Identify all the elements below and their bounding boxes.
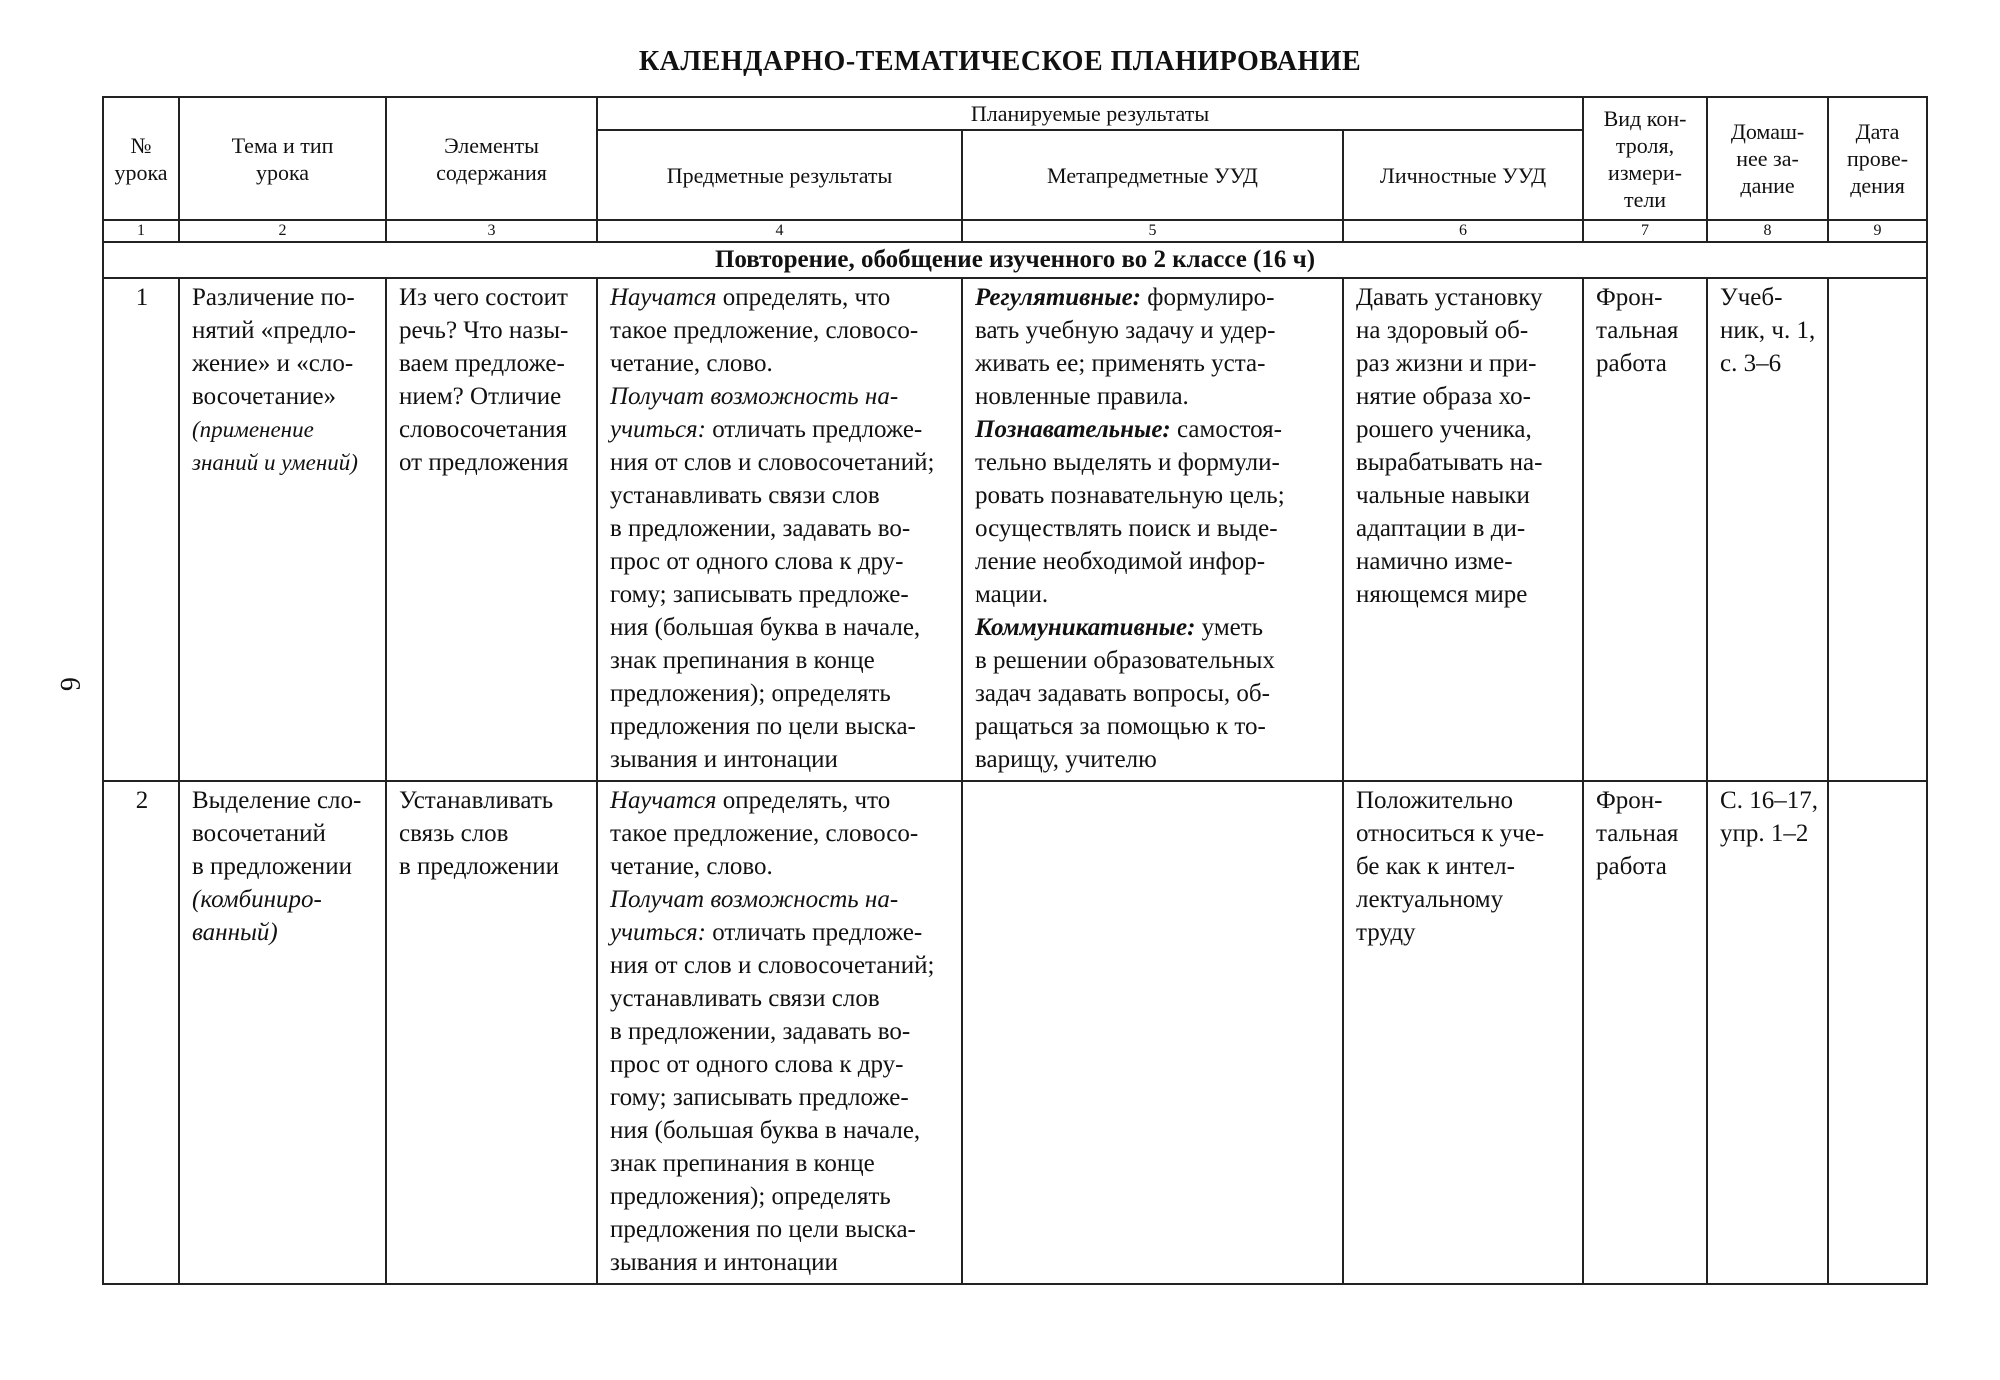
lesson-content: Из чего состоит речь? Что назы- ваем предложе- нием? Отличие словосочетания от предложения [386,278,597,781]
lesson-date [1828,781,1927,1284]
subject-results: Научатся определять, что такое предложение, словосо- четание, слово. Получат возможность на- учиться: отличать предложе- ния от слов и словосочетаний; устанавливать связи слов в предложении, задавать во- прос от одного слова к дру- гому; записывать предложе- ния (большая буква в начале, знак препинания в конце предложения); определять предложения по цели выска- зывания и интонации [597,781,962,1284]
header-subject-results: Предметные результаты [597,130,962,220]
table-row [103,781,1927,1284]
lesson-topic: Выделение сло- восочетаний в предложении (комбиниро- ванный) [179,781,386,1284]
page-number: 6 [54,677,85,691]
section-title: Повторение, обобщение изученного во 2 классе (16 ч) [103,242,1927,278]
column-number: 6 [1343,220,1583,242]
header-topic: Тема и тип урока [179,97,386,220]
lesson-content: Устанавливать связь слов в предложении [386,781,597,1284]
header-meta-uud: Метапредметные УУД [962,130,1343,220]
subject-results: Научатся определять, что такое предложение, словосо- четание, слово. Получат возможность на- учиться: отличать предложе- ния от слов и словосочетаний; устанавливать связи слов в предложении, задавать во- прос от одного слова к дру- гому; записывать предложе- ния (большая буква в начале, знак препинания в конце предложения); определять предложения по цели выска- зывания и интонации [597,278,962,781]
column-number: 1 [103,220,179,242]
column-number: 8 [1707,220,1828,242]
header-homework: Домаш- нее за- дание [1707,97,1828,220]
header-date: Дата прове- дения [1828,97,1927,220]
lesson-date [1828,278,1927,781]
column-number: 3 [386,220,597,242]
lesson-number: 2 [103,781,179,1284]
column-number: 4 [597,220,962,242]
header-planned-results: Планируемые результаты [597,97,1583,130]
personal-uud: Положительно относиться к уче- бе как к интел- лектуальному труду [1343,781,1583,1284]
page-title: КАЛЕНДАРНО-ТЕМАТИЧЕСКОЕ ПЛАНИРОВАНИЕ [638,46,1362,77]
column-number: 9 [1828,220,1927,242]
personal-uud: Давать установку на здоровый об- раз жизни и при- нятие образа хо- рошего ученика, вырабатывать на- чальные навыки адаптации в ди- намично изме- няющемся мире [1343,278,1583,781]
lesson-number: 1 [103,278,179,781]
meta-uud: Регулятивные: формулиро- вать учебную задачу и удер- живать ее; применять уста- новленные правила. Познавательные: самостоя- тельно выделять и формули- ровать познавательную цель; осуществлять поиск и выде- ление необходимой инфор- мации. Коммуникативные: уметь в решении образовательных задач задавать вопросы, об- ращаться за помощью к то- варищу, учителю [962,278,1343,781]
header-content: Элементы содержания [386,97,597,220]
control-type: Фрон- тальная работа [1583,781,1707,1284]
header-personal-uud: Личностные УУД [1343,130,1583,220]
meta-uud [962,781,1343,1284]
column-number: 5 [962,220,1343,242]
table-row [103,278,1927,781]
header-control: Вид кон- троля, измери- тели [1583,97,1707,220]
planning-table [102,96,1928,1285]
lesson-topic: Различение по- нятий «предло- жение» и «сло- восочетание» (применение знаний и умений) [179,278,386,781]
homework: С. 16–17, упр. 1–2 [1707,781,1828,1284]
homework: Учеб- ник, ч. 1, с. 3–6 [1707,278,1828,781]
control-type: Фрон- тальная работа [1583,278,1707,781]
header-lesson-number: № урока [103,97,179,220]
column-number: 2 [179,220,386,242]
column-number: 7 [1583,220,1707,242]
column-number-row [103,220,1927,242]
